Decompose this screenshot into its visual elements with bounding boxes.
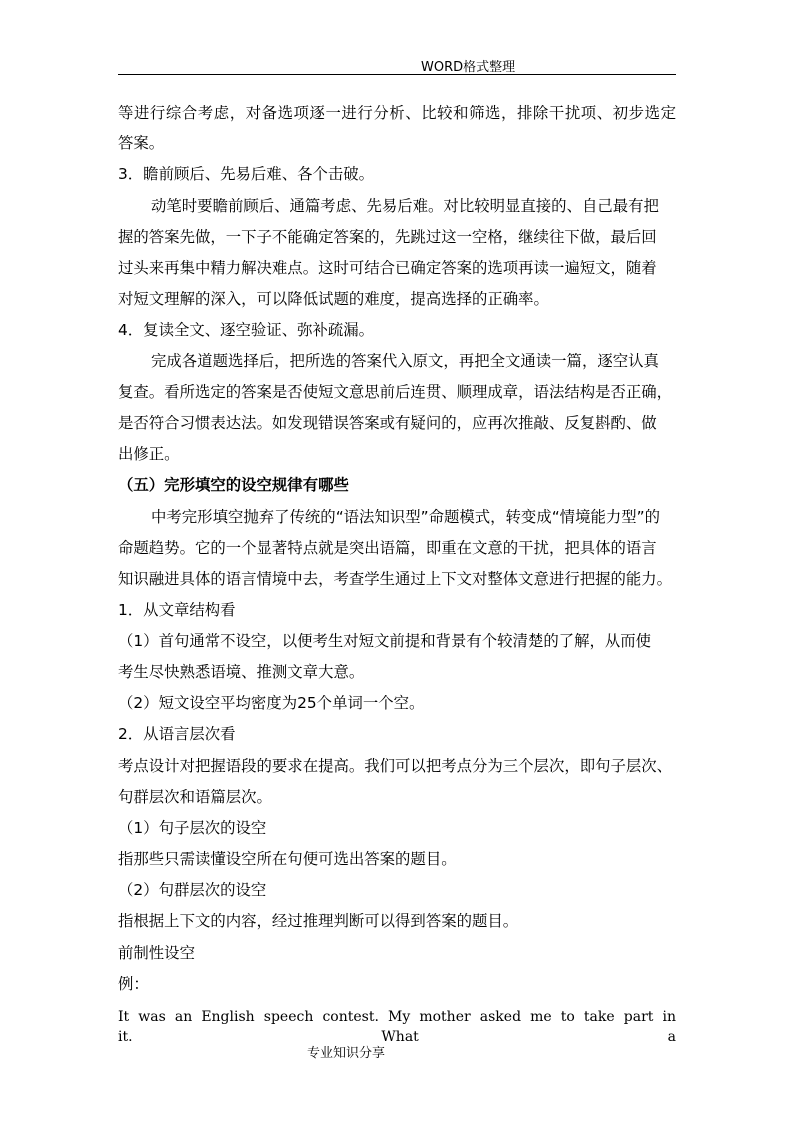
paragraph-line: 考生尽快熟悉语境、推测文章大意。 xyxy=(118,663,365,681)
paragraph-line: 动笔时要瞻前顾后、通篇考虑、先易后难。对比较明显直接的、自己最有把 xyxy=(151,197,659,215)
section-heading: 3．瞻前顾后、先易后难、各个击破。 xyxy=(118,165,375,183)
paragraph-line: 知识融进具体的语言情境中去，考查学生通过上下文对整体文意进行把握的能力。 xyxy=(118,570,673,588)
paragraph-line: 指根据上下文的内容，经过推理判断可以得到答案的题目。 xyxy=(118,912,519,930)
page-header-title: WORD格式整理 xyxy=(421,60,516,75)
paragraph-line: 完成各道题选择后，把所选的答案代入原文，再把全文通读一篇，逐空认真 xyxy=(151,352,659,370)
paragraph-line: 是否符合习惯表达法。如发现错误答案或有疑问的，应再次推敲、反复斟酌、做 xyxy=(118,414,657,432)
paragraph-line: 指那些只需读懂设空所在句便可选出答案的题目。 xyxy=(118,850,457,868)
paragraph-line: 前制性设空 xyxy=(118,944,195,962)
paragraph-line: 中考完形填空抛弃了传统的“语法知识型”命题模式，转变成“情境能力型”的 xyxy=(151,508,661,526)
section-heading: 2．从语言层次看 xyxy=(118,725,236,743)
paragraph-line: 等进行综合考虑，对备选项逐一进行分析、比较和筛选，排除干扰项、初步选定 xyxy=(118,104,676,122)
paragraph-line: 句群层次和语篇层次。 xyxy=(118,788,272,806)
section-heading: 4．复读全文、逐空验证、弥补疏漏。 xyxy=(118,321,375,339)
paragraph-line: 考点设计对把握语段的要求在提高。我们可以把考点分为三个层次，即句子层次、 xyxy=(118,757,673,775)
section-heading: 1．从文章结构看 xyxy=(118,601,236,619)
subsection-heading: （1）句子层次的设空 xyxy=(118,819,267,837)
paragraph-line: 过头来再集中精力解决难点。这时可结合已确定答案的选项再读一遍短文，随着 xyxy=(118,259,657,277)
paragraph-line: 例： xyxy=(118,975,149,993)
english-example-line: It was an English speech contest. My mother asked me to take part in it. What a xyxy=(118,1009,676,1045)
paragraph-line: 出修正。 xyxy=(118,445,180,463)
section-title: （五）完形填空的设空规律有哪些 xyxy=(118,476,349,494)
paragraph-line: 握的答案先做，一下子不能确定答案的，先跳过这一空格，继续往下做，最后回 xyxy=(118,228,657,246)
paragraph-line: 命题趋势。它的一个显著特点就是突出语篇，即重在文意的干扰，把具体的语言 xyxy=(118,539,657,557)
paragraph-line: （2）短文设空平均密度为25个单词一个空。 xyxy=(118,694,425,712)
paragraph-line: 复查。看所选定的答案是否使短文意思前后连贯、顺理成章，语法结构是否正确， xyxy=(118,383,673,401)
paragraph-line: （1）首句通常不设空，以便考生对短文前提和背景有个较清楚的了解，从而使 xyxy=(118,632,652,650)
paragraph-line: 答案。 xyxy=(118,134,165,152)
header-divider xyxy=(118,74,676,75)
paragraph-line: 对短文理解的深入，可以降低试题的难度，提高选择的正确率。 xyxy=(118,290,549,308)
subsection-heading: （2）句群层次的设空 xyxy=(118,881,267,899)
page-footer-text: 专业知识分享 xyxy=(307,1046,386,1061)
